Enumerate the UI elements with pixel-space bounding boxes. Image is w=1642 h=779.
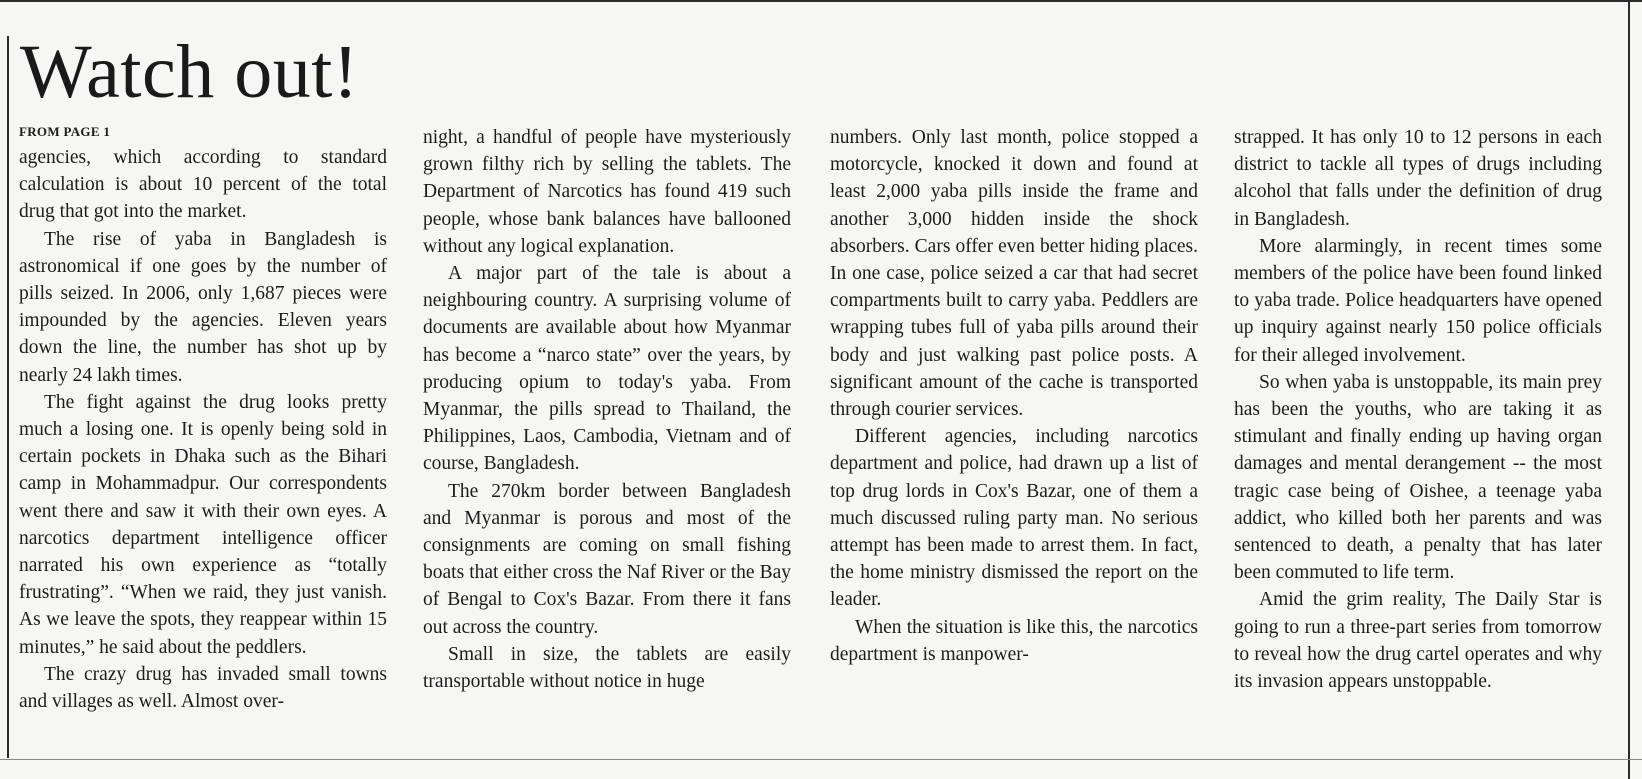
paragraph: Different agencies, including narcotics department and police, had drawn up a list of top drug lords in Cox's Bazar, one of them a much discussed ruling party man. No serious attempt has been made to arrest them. In fact, the home ministry dismissed the report on the leader. bbox=[830, 426, 1198, 611]
article-column-3 bbox=[830, 124, 1198, 668]
left-column-rule bbox=[7, 36, 9, 758]
paragraph: The rise of yaba in Bangladesh is astronomical if one goes by the number of pills seized. In 2006, only 1,687 pieces were impounded by the agencies. Eleven years down the line, the number has shot up by nearly 24 lakh times. bbox=[19, 228, 387, 386]
article-column-4 bbox=[1234, 124, 1602, 695]
paragraph: More alarmingly, in recent times some members of the police have been found linked to yaba trade. Police headquarters have opened up inquiry against nearly 150 police officials for their alleged involvement. bbox=[1234, 235, 1602, 366]
paragraph: Amid the grim reality, The Daily Star is going to run a three-part series from tomorrow to reveal how the drug cartel operates and why its invasion appears unstoppable. bbox=[1234, 589, 1602, 693]
article-column-2 bbox=[423, 124, 791, 695]
paragraph: strapped. It has only 10 to 12 persons in each district to tackle all types of drugs including alcohol that falls under the definition of drug in Bangladesh. bbox=[1234, 127, 1602, 230]
paragraph: A major part of the tale is about a neighbouring country. A surprising volume of documents are available about how Myanmar has become a “narco state” over the years, by producing opium to today's yaba. From Myanmar, the pills spread to Thailand, the Philippines, Laos, Cambodia, Vietnam and of course, Bangladesh. bbox=[423, 263, 791, 475]
paragraph: numbers. Only last month, police stopped a motorcycle, knocked it down and found at least 2,000 yaba pills inside the frame and another 3,000 hidden inside the shock absorbers. Cars offer even better hiding places. In one case, police seized a car that had secret compartments built to carry yaba. Peddlers are wrapping tubes full of yaba pills around their body and just walking past police posts. A significant amount of the cache is transported through courier services. bbox=[830, 127, 1198, 421]
paragraph: So when yaba is unstoppable, its main prey has been the youths, who are taking it as stimulant and finally ending up having organ damages and mental derangement -- the most tragic case being of Oishee, a teenage yaba addict, who killed both her parents and was sentenced to death, a penalty that has later been commuted to life term. bbox=[1234, 371, 1602, 584]
headline: Watch out! bbox=[20, 30, 359, 114]
paragraph: night, a handful of people have mysteriously grown filthy rich by selling the tablets. The Department of Narcotics has found 419 such people, whose bank balances have ballooned without any logical explanation. bbox=[423, 127, 791, 257]
paragraph: The fight against the drug looks pretty much a losing one. It is openly being sold in certain pockets in Dhaka such as the Bihari camp in Mohammadpur. Our correspondents went there and saw it with their own eyes. A narcotics department intelligence officer narrated his own experience as “totally frustrating”. “When we raid, they just vanish. As we leave the spots, they reappear within 15 minutes,” he said about the peddlers. bbox=[19, 391, 387, 658]
article-column-1 bbox=[19, 124, 387, 715]
paragraph: The crazy drug has invaded small towns and villages as well. Almost over- bbox=[19, 663, 387, 713]
paragraph: agencies, which according to standard calculation is about 10 percent of the total drug that got into the market. bbox=[19, 147, 387, 223]
paragraph: When the situation is like this, the narcotics department is manpower- bbox=[830, 616, 1198, 665]
bottom-rule bbox=[0, 759, 1642, 760]
continuation-kicker: FROM PAGE 1 bbox=[19, 124, 111, 139]
paragraph: Small in size, the tablets are easily transportable without notice in huge bbox=[423, 643, 791, 693]
paragraph: The 270km border between Bangladesh and Myanmar is porous and most of the consignments are coming on small fishing boats that either cross the Naf River or the Bay of Bengal to Cox's Bazar. From there it fans out across the country. bbox=[423, 480, 791, 638]
right-edge-rule bbox=[1628, 2, 1630, 779]
